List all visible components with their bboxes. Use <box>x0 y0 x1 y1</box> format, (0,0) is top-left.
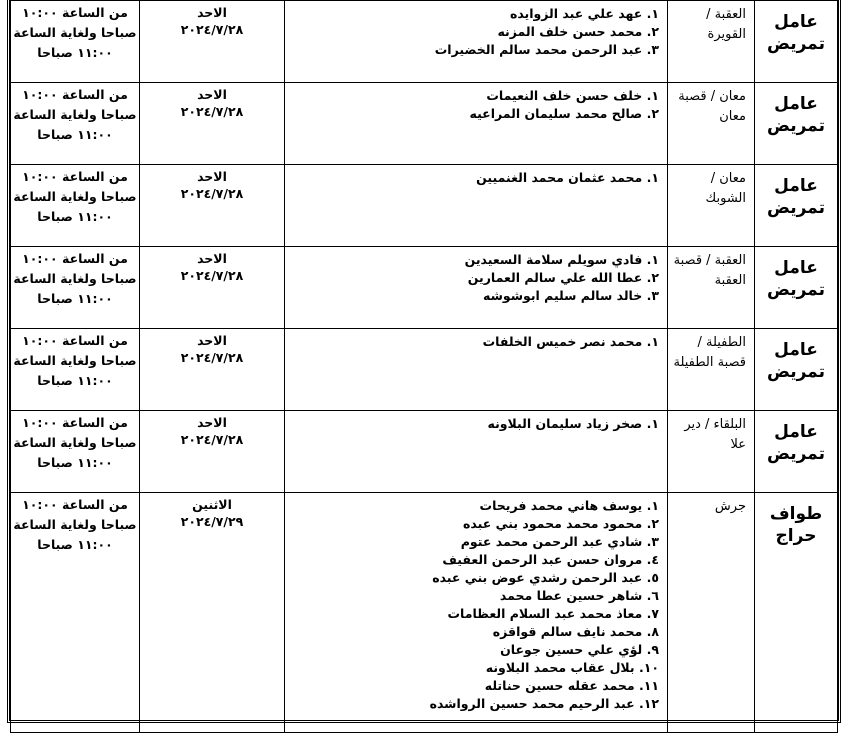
interview-date: ٢٠٢٤/٧/٢٨ <box>180 268 244 283</box>
candidate-name: ٢. محمد حسن خلف المزنه <box>497 24 659 39</box>
candidate-name: ١٠. بلال عقاب محمد البلاونه <box>485 660 659 675</box>
location-cell: معان / الشوبك <box>668 165 755 247</box>
interview-time-cell: من الساعة ١٠:٠٠ صباحا ولغاية الساعة ١١:٠٠ صباحا <box>11 83 140 165</box>
location-cell: جرش <box>668 493 755 733</box>
interview-date: ٢٠٢٤/٧/٢٨ <box>180 432 244 447</box>
candidate-name: ٧. معاذ محمد عبد السلام العظامات <box>447 606 659 621</box>
candidate-names-cell <box>285 165 668 247</box>
candidate-names-cell <box>285 493 668 733</box>
candidate-name: ٣. شادي عبد الرحمن محمد عتوم <box>460 534 659 549</box>
table-row <box>11 411 838 493</box>
interview-date-cell <box>140 83 285 165</box>
candidate-name: ٤. مروان حسن عبد الرحمن العفيف <box>442 552 659 567</box>
candidate-name: ١. صخر زياد سليمان البلاونه <box>487 416 659 431</box>
interview-time-cell: من الساعة ١٠:٠٠ صباحا ولغاية الساعة ١١:٠٠ صباحا <box>11 247 140 329</box>
interview-date: ٢٠٢٤/٧/٢٨ <box>180 22 244 37</box>
interview-schedule-table <box>10 0 838 733</box>
interview-day: الاحد <box>197 169 227 184</box>
table-row <box>11 1 838 83</box>
interview-date-cell <box>140 1 285 83</box>
candidate-names-cell <box>285 1 668 83</box>
candidate-name: ٩. لؤي علي حسين جوعان <box>500 642 659 657</box>
candidate-name: ١. فادي سويلم سلامة السعيدين <box>464 252 659 267</box>
candidate-name: ٣. عبد الرحمن محمد سالم الخضيرات <box>434 42 659 57</box>
interview-day: الاحد <box>197 251 227 266</box>
candidate-name: ٥. عبد الرحمن رشدي عوض بني عبده <box>432 570 659 585</box>
interview-date: ٢٠٢٤/٧/٢٨ <box>180 186 244 201</box>
job-title-line: تمريض <box>767 198 825 218</box>
candidate-name: ٢. عطا الله علي سالم العمارين <box>467 270 659 285</box>
job-title-line: تمريض <box>767 362 825 382</box>
candidate-name: ١. محمد نصر خميس الخلفات <box>482 334 659 349</box>
interview-day: الاحد <box>197 5 227 20</box>
location-cell: العقبة / القويرة <box>668 1 755 83</box>
interview-day: الاحد <box>197 333 227 348</box>
candidate-names-cell <box>285 247 668 329</box>
interview-date-cell <box>140 329 285 411</box>
table-row <box>11 165 838 247</box>
interview-time-cell: من الساعة ١٠:٠٠ صباحا ولغاية الساعة ١١:٠٠ صباحا <box>11 1 140 83</box>
interview-time-cell: من الساعة ١٠:٠٠ صباحا ولغاية الساعة ١١:٠٠ صباحا <box>11 165 140 247</box>
interview-date: ٢٠٢٤/٧/٢٩ <box>180 514 244 529</box>
candidate-names-cell <box>285 329 668 411</box>
candidate-names-cell <box>285 83 668 165</box>
job-title-cell <box>755 83 838 165</box>
job-title-line: تمريض <box>767 280 825 300</box>
interview-time-cell: من الساعة ١٠:٠٠ صباحا ولغاية الساعة ١١:٠٠ صباحا <box>11 329 140 411</box>
location-cell: معان / قصبة معان <box>668 83 755 165</box>
interview-date-cell <box>140 493 285 733</box>
candidate-name: ٢. صالح محمد سليمان المراعيه <box>469 106 659 121</box>
candidate-name: ٣. خالد سالم سليم ابوشوشه <box>482 288 659 303</box>
job-title-cell <box>755 329 838 411</box>
candidate-name: ١. عهد علي عبد الزوايده <box>509 6 659 21</box>
interview-day: الاثنين <box>192 497 232 512</box>
interview-date: ٢٠٢٤/٧/٢٨ <box>180 104 244 119</box>
table-row <box>11 247 838 329</box>
candidate-name: ٨. محمد نايف سالم قواقزه <box>492 624 659 639</box>
candidate-names-cell <box>285 411 668 493</box>
interview-date: ٢٠٢٤/٧/٢٨ <box>180 350 244 365</box>
job-title-line: تمريض <box>767 116 825 136</box>
interview-day: الاحد <box>197 415 227 430</box>
job-title-line: عامل <box>774 94 818 114</box>
candidate-name: ١. خلف حسن خلف النعيمات <box>486 88 659 103</box>
location-cell: الطفيلة / قصبة الطفيلة <box>668 329 755 411</box>
candidate-name: ٢. محمود محمد محمود بني عبده <box>463 516 659 531</box>
job-title-cell <box>755 247 838 329</box>
job-title-line: عامل <box>774 176 818 196</box>
job-title-line: عامل <box>774 12 818 32</box>
interview-schedule-sheet <box>7 0 841 723</box>
interview-date-cell <box>140 165 285 247</box>
job-title-line: عامل <box>774 340 818 360</box>
candidate-name: ١١. محمد عقله حسين حناتله <box>484 678 659 693</box>
table-row <box>11 329 838 411</box>
candidate-name: ١. محمد عثمان محمد الغنميين <box>476 170 659 185</box>
candidate-name: ١. يوسف هاني محمد فريحات <box>479 498 659 513</box>
interview-time-cell: من الساعة ١٠:٠٠ صباحا ولغاية الساعة ١١:٠٠ صباحا <box>11 411 140 493</box>
job-title-line: تمريض <box>767 34 825 54</box>
interview-date-cell <box>140 411 285 493</box>
job-title-line: عامل <box>774 422 818 442</box>
job-title-line: تمريض <box>767 444 825 464</box>
job-title-cell <box>755 165 838 247</box>
location-cell: العقبة / قصبة العقبة <box>668 247 755 329</box>
interview-day: الاحد <box>197 87 227 102</box>
job-title-cell <box>755 493 838 733</box>
job-title-line: حراج <box>775 526 817 546</box>
candidate-name: ٦. شاهر حسين عطا محمد <box>499 588 659 603</box>
job-title-cell <box>755 411 838 493</box>
job-title-line: عامل <box>774 258 818 278</box>
table-row <box>11 493 838 733</box>
location-cell: البلقاء / دير علا <box>668 411 755 493</box>
job-title-cell <box>755 1 838 83</box>
interview-time-cell: من الساعة ١٠:٠٠ صباحا ولغاية الساعة ١١:٠٠ صباحا <box>11 493 140 733</box>
table-row <box>11 83 838 165</box>
interview-date-cell <box>140 247 285 329</box>
candidate-name: ١٢. عبد الرحيم محمد حسين الرواشده <box>429 696 659 711</box>
job-title-line: طواف <box>769 504 823 524</box>
